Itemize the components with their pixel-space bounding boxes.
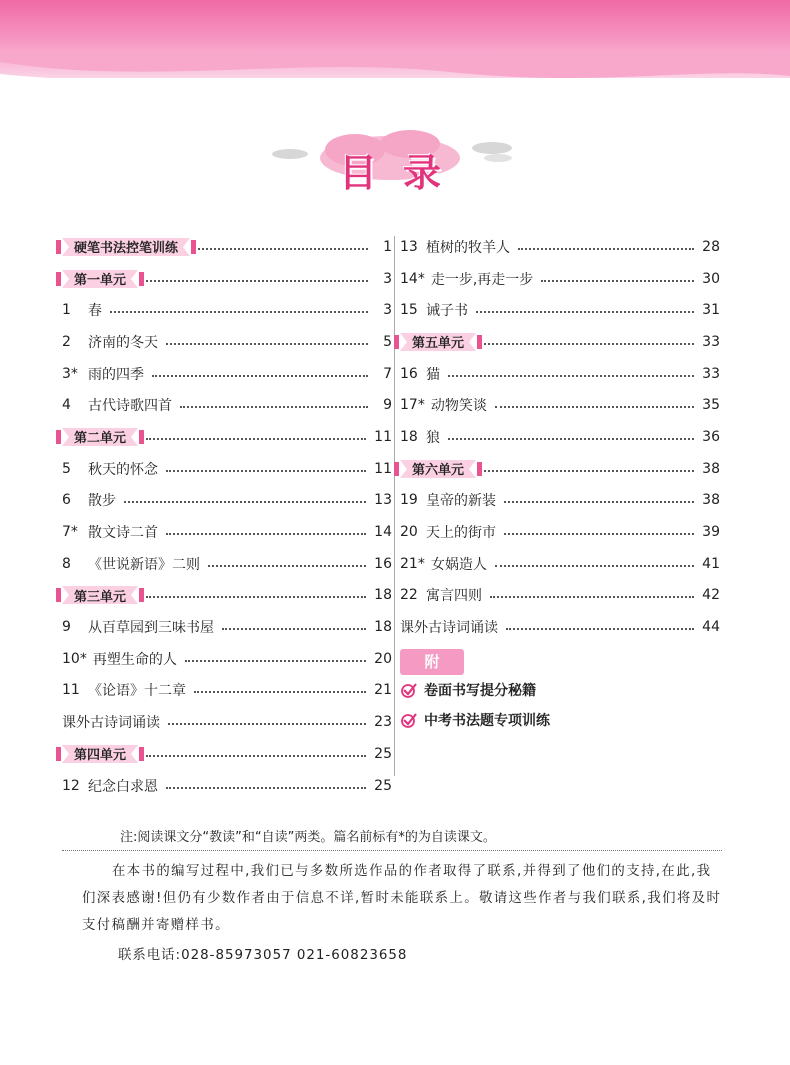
leader-dots (495, 406, 694, 408)
lesson-title: 古代诗歌四首 (88, 398, 172, 415)
toc-lesson-row[interactable] (62, 389, 392, 421)
leader-dots (166, 343, 368, 345)
toc-lesson-row[interactable] (400, 485, 720, 517)
unit-label (62, 270, 138, 288)
page-number: 18 (374, 587, 392, 604)
leader-dots (146, 438, 366, 440)
title-block (260, 128, 520, 198)
unit-title: 第三单元 (74, 589, 127, 605)
acknowledgement-paragraph (82, 858, 722, 939)
toc-unit-row[interactable] (62, 421, 392, 453)
lesson-title: 皇帝的新装 (426, 493, 496, 510)
lesson-number: 8 (62, 555, 71, 572)
toc-unit-row[interactable] (62, 263, 392, 295)
lesson-number: 7* (62, 524, 78, 541)
toc-lesson-row[interactable] (62, 326, 392, 358)
page-number: 30 (702, 270, 720, 287)
page-title: 目录 (338, 151, 467, 195)
toc-lesson-row[interactable] (400, 389, 720, 421)
toc-unit-row[interactable] (62, 738, 392, 770)
page-number: 20 (374, 650, 392, 667)
unit-tab-left-icon (56, 588, 61, 602)
toc-lesson-row[interactable] (62, 516, 392, 548)
lesson-number: 6 (62, 492, 71, 509)
toc-lesson-row[interactable] (400, 580, 720, 612)
lesson-number: 11 (62, 682, 80, 699)
toc-lesson-row[interactable] (400, 516, 720, 548)
lesson-number: 15 (400, 302, 418, 319)
unit-tab-right-icon (191, 240, 196, 254)
unit-title: 第六单元 (412, 463, 465, 479)
toc-unit-row[interactable] (62, 580, 392, 612)
appendix-item[interactable] (400, 675, 720, 705)
appendix-item-label: 卷面书写提分秘籍 (424, 682, 536, 699)
page-number: 3 (383, 270, 392, 287)
lesson-title: 济南的冬天 (88, 334, 158, 351)
unit-tab-right-icon (139, 588, 144, 602)
unit-tab-left-icon (394, 335, 399, 349)
lesson-number: 14* (400, 270, 425, 287)
toc-lesson-row[interactable] (400, 358, 720, 390)
leader-dots (541, 280, 694, 282)
toc-lesson-row[interactable] (62, 485, 392, 517)
leader-dots (208, 565, 366, 567)
check-icon (400, 711, 418, 729)
toc-lesson-row[interactable] (62, 770, 392, 802)
leader-dots (484, 343, 694, 345)
page-number: 11 (374, 460, 392, 477)
leader-dots (448, 375, 694, 377)
toc-lesson-row[interactable] (62, 358, 392, 390)
page-number: 25 (374, 745, 392, 762)
unit-tab-left-icon (56, 240, 61, 254)
lesson-number: 3* (62, 365, 78, 382)
toc-lesson-row[interactable] (62, 643, 392, 675)
toc-left-column (62, 231, 392, 801)
unit-tab-left-icon (56, 272, 61, 286)
page-number: 5 (383, 333, 392, 350)
toc-lesson-row[interactable] (62, 611, 392, 643)
unit-label (400, 460, 476, 478)
leader-dots (518, 248, 694, 250)
lesson-title: 散步 (88, 493, 116, 510)
lesson-title: 散文诗二首 (88, 525, 158, 542)
leader-dots (448, 438, 694, 440)
page-number: 3 (383, 302, 392, 319)
page-number: 11 (374, 428, 392, 445)
leader-dots (168, 723, 366, 725)
lesson-title: 天上的街市 (426, 525, 496, 542)
page-number: 35 (702, 397, 720, 414)
leader-dots (146, 596, 366, 598)
toc-lesson-row[interactable] (400, 421, 720, 453)
lesson-title: 《论语》十二章 (88, 683, 186, 700)
lesson-number: 9 (62, 619, 71, 636)
leader-dots (476, 311, 694, 313)
contact-phone: 联系电话:028-85973057 021-60823658 (118, 948, 408, 963)
banner-wave (0, 52, 790, 92)
lesson-title: 《世说新语》二则 (88, 556, 200, 573)
lesson-number: 19 (400, 492, 418, 509)
unit-title: 第五单元 (412, 336, 465, 352)
unit-label (62, 238, 190, 256)
leader-dots (490, 596, 694, 598)
toc-lesson-row[interactable] (400, 294, 720, 326)
acknowledgement-text: 在本书的编写过程中,我们已与多数所选作品的作者取得了联系,并得到了他们的支持,在此,我们深表感谢!但仍有少数作者由于信息不详,暂时未能联系上。敬请这些作者与我们联系,我们将及时支付稿酬并寄赠样书。 (82, 864, 722, 933)
leader-dots (504, 501, 694, 503)
leader-dots (506, 628, 694, 630)
lesson-number: 4 (62, 397, 71, 414)
page-number: 33 (702, 365, 720, 382)
toc-lesson-row[interactable] (62, 294, 392, 326)
page-number: 18 (374, 619, 392, 636)
leader-dots (110, 311, 368, 313)
leader-dots (198, 248, 368, 250)
page-number: 14 (374, 524, 392, 541)
lesson-title: 猫 (426, 366, 440, 383)
lesson-number: 1 (62, 302, 71, 319)
page-number: 7 (383, 365, 392, 382)
appendix-badge: 附 (400, 649, 464, 675)
leader-dots (222, 628, 366, 630)
toc-lesson-row[interactable] (62, 675, 392, 707)
leader-dots (166, 787, 366, 789)
leader-dots (185, 660, 366, 662)
lesson-title: 女娲造人 (430, 556, 487, 573)
leader-dots (146, 280, 368, 282)
leader-dots (180, 406, 368, 408)
page-number: 38 (702, 460, 720, 477)
leader-dots (504, 533, 694, 535)
lesson-number: 18 (400, 428, 418, 445)
leader-dots (124, 501, 366, 503)
leader-dots (194, 691, 366, 693)
toc-lesson-row[interactable] (62, 548, 392, 580)
lesson-title: 寓言四则 (426, 588, 482, 605)
appendix-item-label: 中考书法题专项训练 (424, 712, 550, 729)
lesson-title: 纪念白求恩 (88, 778, 158, 795)
unit-tab-right-icon (139, 430, 144, 444)
unit-tab-right-icon (477, 335, 482, 349)
lesson-number: 13 (400, 238, 418, 255)
unit-label (62, 428, 138, 446)
toc-lesson-row[interactable] (400, 611, 720, 643)
page-number: 16 (374, 555, 392, 572)
page-number: 9 (383, 397, 392, 414)
page-number: 25 (374, 777, 392, 794)
check-icon (400, 681, 418, 699)
lesson-title: 走一步,再走一步 (430, 271, 534, 288)
lesson-title: 从百草园到三味书屋 (88, 620, 214, 637)
lesson-title: 秋天的怀念 (88, 461, 158, 478)
unit-title: 第四单元 (74, 748, 127, 764)
page-number: 36 (702, 428, 720, 445)
unit-tab-right-icon (139, 272, 144, 286)
unit-label (400, 333, 476, 351)
unit-tab-right-icon (477, 462, 482, 476)
leader-dots (166, 533, 366, 535)
toc-unit-row[interactable] (400, 326, 720, 358)
page-number: 21 (374, 682, 392, 699)
lesson-title: 狼 (426, 429, 440, 446)
leader-dots (495, 565, 694, 567)
lesson-title: 植树的牧羊人 (426, 239, 510, 256)
leader-dots (152, 375, 368, 377)
toc-unit-row[interactable] (62, 231, 392, 263)
separator (62, 850, 722, 851)
lesson-title: 雨的四季 (88, 366, 144, 383)
page-number: 33 (702, 333, 720, 350)
unit-tab-right-icon (139, 747, 144, 761)
leader-dots (484, 470, 694, 472)
page-number: 42 (702, 587, 720, 604)
lesson-number: 10* (62, 650, 87, 667)
page-number: 44 (702, 619, 720, 636)
page-number: 13 (374, 492, 392, 509)
page-number: 41 (702, 555, 720, 572)
lesson-number: 20 (400, 524, 418, 541)
toc-lesson-row[interactable] (62, 706, 392, 738)
toc-lesson-row[interactable] (400, 548, 720, 580)
leader-dots (166, 470, 366, 472)
appendix-item[interactable] (400, 705, 720, 735)
reading-note: 注:阅读课文分“教读”和“自读”两类。篇名前标有*的为自读课文。 (120, 830, 496, 845)
lesson-title: 春 (88, 303, 102, 320)
unit-label (62, 745, 138, 763)
lesson-number: 2 (62, 333, 71, 350)
toc-lesson-row[interactable] (62, 453, 392, 485)
lesson-number: 22 (400, 587, 418, 604)
lesson-title: 课外古诗词诵读 (400, 620, 498, 637)
page-number: 39 (702, 524, 720, 541)
page-number: 38 (702, 492, 720, 509)
lesson-title: 诫子书 (426, 303, 468, 320)
lesson-number: 12 (62, 777, 80, 794)
page-number: 23 (374, 714, 392, 731)
lesson-number: 16 (400, 365, 418, 382)
unit-label (62, 586, 138, 604)
leader-dots (146, 755, 366, 757)
unit-tab-left-icon (394, 462, 399, 476)
lesson-title: 课外古诗词诵读 (62, 715, 160, 732)
column-divider (394, 236, 395, 776)
unit-title: 硬笔书法控笔训练 (74, 241, 179, 257)
toc-lesson-row[interactable] (400, 231, 720, 263)
unit-tab-left-icon (56, 430, 61, 444)
unit-tab-left-icon (56, 747, 61, 761)
lesson-title: 动物笑谈 (430, 398, 487, 415)
lesson-title: 再塑生命的人 (92, 651, 177, 668)
toc-lesson-row[interactable] (400, 263, 720, 295)
unit-title: 第一单元 (74, 273, 127, 289)
page-number: 28 (702, 238, 720, 255)
toc-unit-row[interactable] (400, 453, 720, 485)
lesson-number: 5 (62, 460, 71, 477)
page-number: 1 (383, 238, 392, 255)
toc-right-column (400, 231, 720, 735)
page-number: 31 (702, 302, 720, 319)
unit-title: 第二单元 (74, 431, 127, 447)
lesson-number: 21* (400, 555, 425, 572)
lesson-number: 17* (400, 397, 425, 414)
